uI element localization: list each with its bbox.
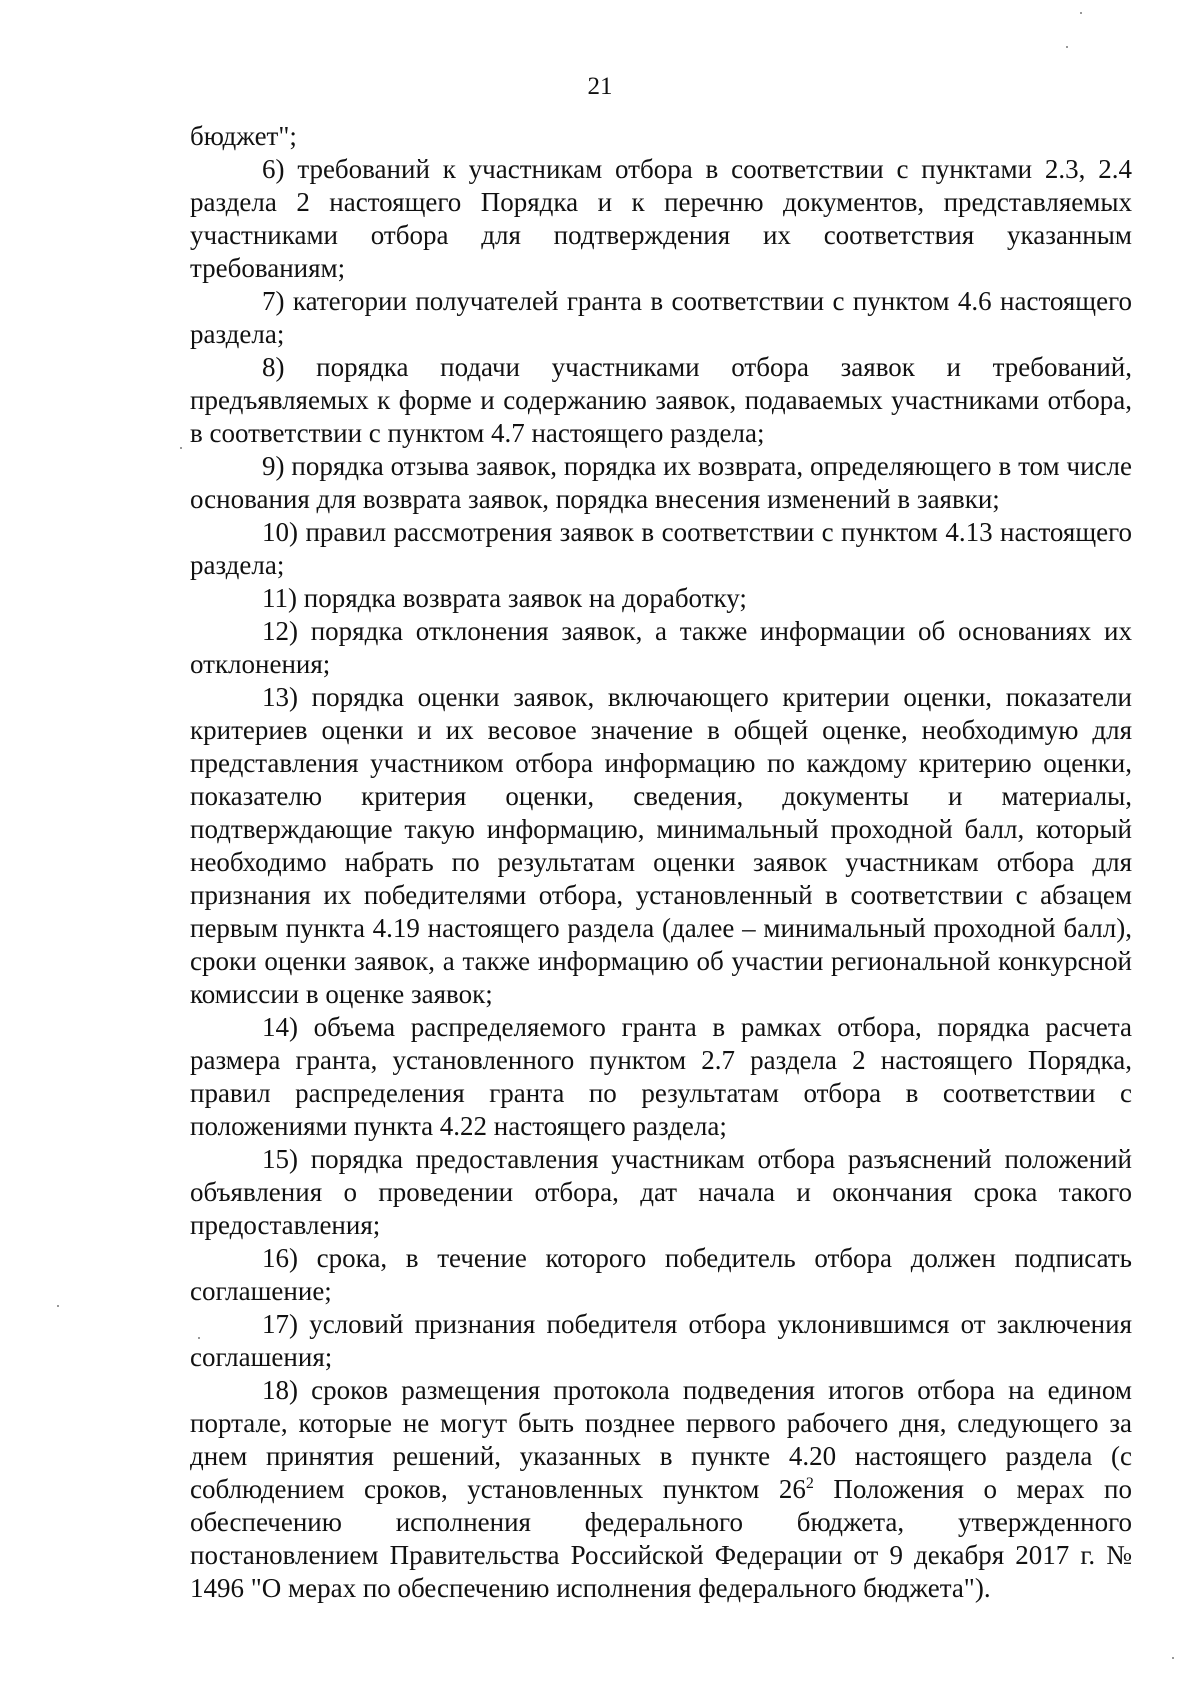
- scan-speck: [1172, 1657, 1174, 1659]
- paragraph-item-14: 14) объема распределяемого гранта в рамках отбора, порядка расчета размера гранта, установленного пунктом 2.7 раздела 2 настоящего Порядка, правил распределения гранта по результатам отбора в соответствии с положениями пункта 4.22 настоящего раздела;: [190, 1012, 1132, 1141]
- paragraph-item-10: 10) правил рассмотрения заявок в соответствии с пунктом 4.13 настоящего раздела;: [190, 517, 1132, 580]
- paragraph-item-16: 16) срока, в течение которого победитель отбора должен подписать соглашение;: [190, 1243, 1132, 1306]
- paragraph-item-18-superscript: 2: [805, 1475, 814, 1492]
- scan-speck: [1066, 46, 1068, 48]
- paragraph-item-13: 13) порядка оценки заявок, включающего критерии оценки, показатели критериев оценки и их весовое значение в общей оценке, необходимую для представления участником отбора информацию по каждому критерию оценки, показателю критерия оценки, сведения, документы и материалы, подтверждающие такую информацию, минимальный проходной балл, который необходимо набрать по результатам оценки заявок участникам отбора для признания их победителями отбора, установленный в соответствии с абзацем первым пункта 4.19 настоящего раздела (далее – минимальный проходной балл), сроки оценки заявок, а также информацию об участии региональной конкурсной комиссии в оценке заявок;: [190, 682, 1132, 1009]
- page-number: 21: [587, 73, 613, 100]
- paragraph-item-8: 8) порядка подачи участниками отбора заявок и требований, предъявляемых к форме и содержанию заявок, подаваемых участниками отбора, в соответствии с пунктом 4.7 настоящего раздела;: [190, 352, 1132, 448]
- scan-speck: [198, 1337, 200, 1339]
- document-body: [190, 120, 1132, 1605]
- paragraph-budget-end: бюджет";: [190, 121, 297, 151]
- scan-speck: [57, 1305, 59, 1307]
- paragraph-item-18-part-1: 18) сроков размещения протокола подведения итогов отбора на едином портале, которые не могут быть позднее первого рабочего дня, следующего за днем принятия решений, указанных в пункте 4.20 настоящего раздела (с соблюдением сроков, установленных пунктом 26: [190, 1375, 1132, 1504]
- scan-speck: [180, 447, 182, 449]
- paragraph-item-12: 12) порядка отклонения заявок, а также информации об основаниях их отклонения;: [190, 616, 1132, 679]
- paragraph-item-18: [190, 1374, 1132, 1605]
- scan-speck: [1080, 12, 1082, 14]
- paragraph-item-18-part-2: Положения о мерах по обеспечению исполнения федерального бюджета, утвержденного постановлением Правительства Российской Федерации от 9 декабря 2017 г. № 1496 "О мерах по обеспечению исполнения федерального бюджета").: [190, 1474, 1132, 1603]
- paragraph-item-17: 17) условий признания победителя отбора уклонившимся от заключения соглашения;: [190, 1309, 1132, 1372]
- paragraph-item-6: 6) требований к участникам отбора в соответствии с пунктами 2.3, 2.4 раздела 2 настоящего Порядка и к перечню документов, представляемых участниками отбора для подтверждения их соответствия указанным требованиям;: [190, 154, 1132, 283]
- paragraph-item-7: 7) категории получателей гранта в соответствии с пунктом 4.6 настоящего раздела;: [190, 286, 1132, 349]
- paragraph-item-15: 15) порядка предоставления участникам отбора разъяснений положений объявления о проведении отбора, дат начала и окончания срока такого предоставления;: [190, 1144, 1132, 1240]
- paragraph-item-11: 11) порядка возврата заявок на доработку;: [262, 583, 747, 613]
- paragraph-item-9: 9) порядка отзыва заявок, порядка их возврата, определяющего в том числе основания для возврата заявок, порядка внесения изменений в заявки;: [190, 451, 1132, 514]
